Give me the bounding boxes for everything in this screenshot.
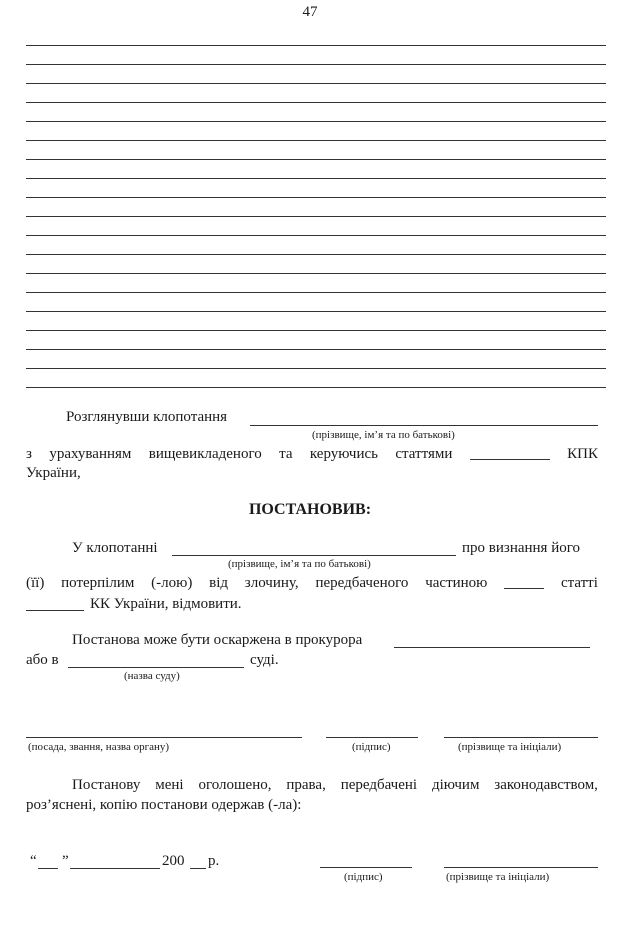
blank-line: [26, 368, 606, 369]
word: потерпілим: [61, 575, 135, 591]
word: (її): [26, 575, 45, 591]
petitioner-name-field[interactable]: [250, 425, 598, 426]
word: передбачені: [340, 777, 418, 793]
word: з: [26, 446, 32, 462]
word: частиною: [425, 575, 488, 591]
month-field[interactable]: [70, 868, 160, 869]
ukraine-text: України,: [26, 465, 81, 481]
position-caption: (посада, звання, назва органу): [28, 741, 170, 753]
article-number-field[interactable]: [26, 610, 84, 611]
word: від: [209, 575, 228, 591]
blank-line: [26, 64, 606, 65]
blank-line: [26, 254, 606, 255]
article-word: статті: [560, 575, 598, 591]
recipient-signature-field[interactable]: [320, 867, 412, 868]
blank-line: [26, 349, 606, 350]
blank-line: [26, 121, 606, 122]
word: вищевикладеного: [148, 446, 262, 462]
blank-line: [26, 102, 606, 103]
word: урахуванням: [49, 446, 132, 462]
blank-line: [26, 140, 606, 141]
recipient-signature-caption: (підпис): [344, 871, 383, 883]
blank-line: [26, 235, 606, 236]
official-signature-field[interactable]: [326, 737, 418, 738]
petition-name-field[interactable]: [172, 555, 456, 556]
blank-line: [26, 197, 606, 198]
court-end-text: суді.: [250, 652, 279, 668]
blank-line: [26, 311, 606, 312]
recipient-name-caption: (прізвище та ініціали): [446, 871, 550, 883]
petition-name-caption: (прізвище, ім’я та по батькові): [228, 558, 371, 570]
year-prefix: 200: [162, 853, 185, 869]
petitioner-name-caption: (прізвище, ім’я та по батькові): [312, 429, 455, 441]
blank-line: [26, 273, 606, 274]
appeal-text: Постанова може бути оскаржена в прокурора: [72, 632, 363, 648]
court-caption: (назва суду): [124, 670, 180, 682]
recipient-name-field[interactable]: [444, 867, 598, 868]
word: статтями: [395, 446, 453, 462]
day-field[interactable]: [38, 868, 58, 869]
blank-line: [26, 45, 606, 46]
word: законодавством,: [494, 777, 598, 793]
announce-line-2: роз’яснені, копію постанови одержав (-ла):: [26, 797, 302, 813]
part-field[interactable]: [504, 574, 544, 589]
prosecutor-field[interactable]: [394, 647, 590, 648]
kk-ukraine-refuse: КК України, відмовити.: [90, 596, 242, 612]
announce-line: [72, 776, 598, 794]
recognition-text: про визнання його: [462, 540, 581, 556]
year-suffix: р.: [208, 853, 220, 869]
blank-line: [26, 292, 606, 293]
court-name-field[interactable]: [68, 667, 244, 668]
word: передбаченого: [315, 575, 409, 591]
articles-field[interactable]: [470, 445, 550, 460]
blank-line: [26, 83, 606, 84]
word: керуючись: [309, 446, 378, 462]
considered-label: Розглянувши клопотання: [66, 409, 228, 425]
word: злочину,: [244, 575, 299, 591]
word: Постанову: [72, 777, 141, 793]
blank-line: [26, 178, 606, 179]
victim-line: [26, 574, 598, 592]
kpk: КПК: [567, 446, 598, 462]
word: права,: [286, 777, 326, 793]
signature-caption: (підпис): [352, 741, 391, 753]
official-position-field[interactable]: [26, 737, 302, 738]
year-field[interactable]: [190, 868, 206, 869]
petition-label: У клопотанні: [72, 540, 158, 556]
word: (-лою): [151, 575, 193, 591]
word: та: [279, 446, 293, 462]
date-close-quote: ”: [62, 853, 69, 869]
blank-line: [26, 159, 606, 160]
decision-heading: ПОСТАНОВИВ:: [248, 501, 372, 518]
word: мені: [155, 777, 184, 793]
name-initials-caption: (прізвище та ініціали): [458, 741, 562, 753]
word: оголошено,: [198, 777, 272, 793]
blank-line: [26, 216, 606, 217]
or-in-text: або в: [26, 652, 59, 668]
blank-line: [26, 387, 606, 388]
word: діючим: [431, 777, 480, 793]
page-number: 47: [302, 4, 318, 20]
official-name-field[interactable]: [444, 737, 598, 738]
date-open-quote: “: [30, 853, 37, 869]
considering-line: [26, 445, 598, 463]
blank-line: [26, 330, 606, 331]
